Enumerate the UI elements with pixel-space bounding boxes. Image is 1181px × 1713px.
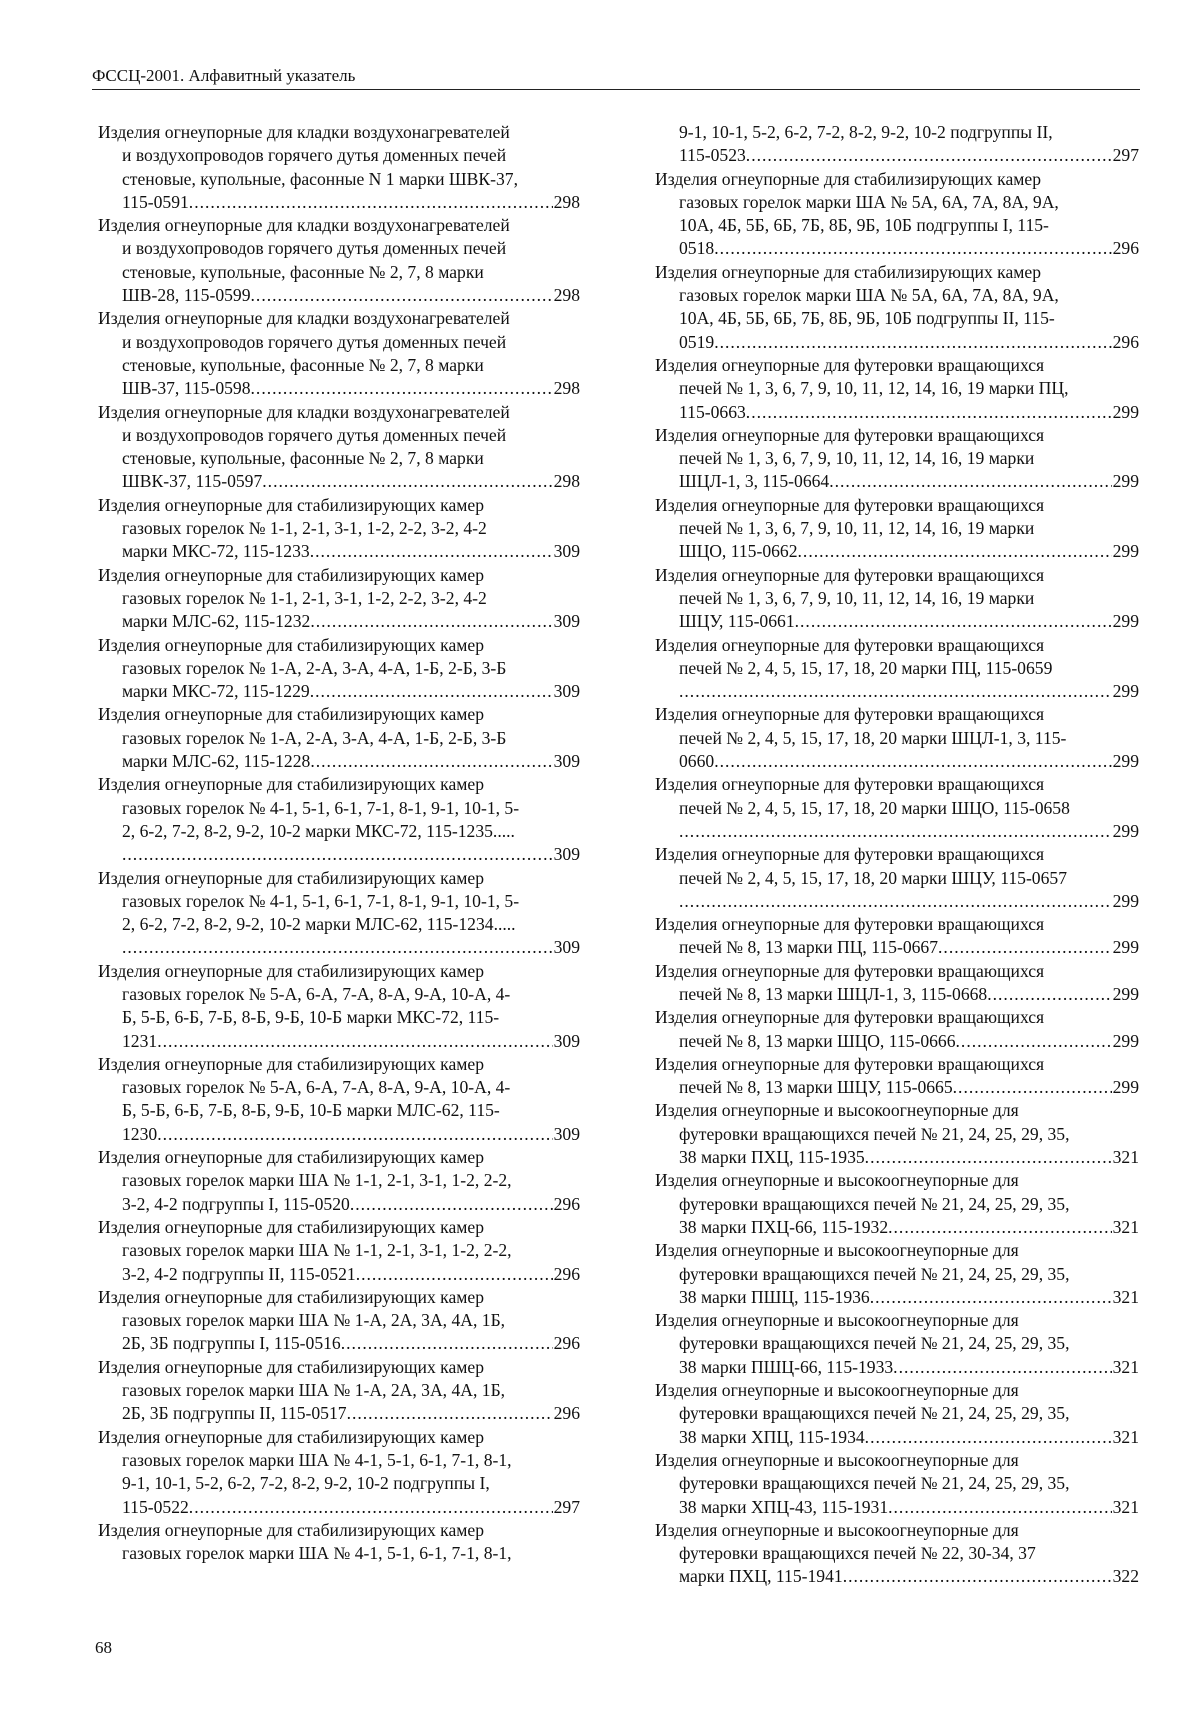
index-entry	[655, 634, 1139, 704]
entry-text: Изделия огнеупорные для футеровки вращающихся	[655, 634, 1045, 655]
entry-page-number: 299	[1112, 611, 1139, 632]
entry-text: 115-0522	[122, 1496, 189, 1517]
entry-text: Изделия огнеупорные для стабилизирующих камер	[655, 261, 1041, 282]
entry-page-number: 321	[1112, 1496, 1139, 1517]
entry-text: Изделия огнеупорные и высокоогнеупорные для	[655, 1380, 1019, 1401]
entry-page-number: 296	[553, 1403, 580, 1424]
index-entry	[655, 773, 1139, 843]
dot-leader	[865, 1426, 1112, 1449]
entry-text: Изделия огнеупорные для стабилизирующих камер	[98, 960, 484, 981]
entry-text: 1230	[122, 1123, 158, 1144]
entry-text: ШВ-28, 115-0599	[122, 285, 251, 306]
index-entry	[655, 564, 1139, 634]
entry-text: футеровки вращающихся печей № 21, 24, 25, 29, 35,	[679, 1473, 1070, 1494]
entry-page-number: 299	[1112, 681, 1139, 702]
index-entry	[98, 564, 580, 634]
entry-text: 38 марки ХПЦ-43, 115-1931	[679, 1496, 889, 1517]
entry-text: газовых горелок № 1-А, 2-А, 3-А, 4-А, 1-Б, 2-Б, 3-Б	[122, 727, 507, 748]
index-entry	[655, 168, 1139, 261]
entry-text: Изделия огнеупорные для стабилизирующих камер	[98, 1216, 484, 1237]
entry-text: ШВК-37, 115-0597	[122, 471, 263, 492]
entry-text: Изделия огнеупорные для кладки воздухонагревателей	[98, 215, 510, 236]
entry-page-number: 296	[553, 1193, 580, 1214]
entry-text: 0519	[679, 331, 715, 352]
entry-page-number: 296	[553, 1263, 580, 1284]
entry-page-number: 298	[553, 378, 580, 399]
dot-leader	[122, 936, 553, 959]
entry-text: 9-1, 10-1, 5-2, 6-2, 7-2, 8-2, 9-2, 10-2 подгруппы I,	[122, 1473, 490, 1494]
entry-text: газовых горелок марки ША № 4-1, 5-1, 6-1, 7-1, 8-1,	[122, 1449, 512, 1470]
entry-text: Изделия огнеупорные для стабилизирующих камер	[98, 634, 484, 655]
entry-text: печей № 1, 3, 6, 7, 9, 10, 11, 12, 14, 16, 19 марки	[679, 587, 1035, 608]
entry-text: и воздухопроводов горячего дутья доменных печей	[122, 238, 507, 259]
entry-text: Изделия огнеупорные для футеровки вращающихся	[655, 564, 1045, 585]
entry-page-number: 309	[553, 937, 580, 958]
entry-text: Изделия огнеупорные для стабилизирующих камер	[98, 564, 484, 585]
index-column-right	[655, 121, 1139, 1589]
entry-text: Изделия огнеупорные для стабилизирующих камер	[98, 1356, 484, 1377]
dot-leader	[893, 1356, 1111, 1379]
entry-text: марки МЛС-62, 115-1232	[122, 611, 311, 632]
entry-text: 38 марки ПШЦ, 115-1936	[679, 1286, 870, 1307]
entry-text: газовых горелок марки ША № 1-1, 2-1, 3-1, 1-2, 2-2,	[122, 1170, 512, 1191]
entry-text: газовых горелок № 4-1, 5-1, 6-1, 7-1, 8-1, 9-1, 10-1, 5-	[122, 797, 520, 818]
entry-page-number: 322	[1112, 1566, 1139, 1587]
entry-text: Изделия огнеупорные для стабилизирующих камер	[98, 1053, 484, 1074]
entry-text: марки ПХЦ, 115-1941	[679, 1566, 843, 1587]
dot-leader	[870, 1286, 1112, 1309]
index-entry	[98, 773, 580, 866]
dot-leader	[679, 820, 1112, 843]
entry-text: Изделия огнеупорные для стабилизирующих камер	[98, 1147, 484, 1168]
index-entry	[655, 1053, 1139, 1100]
entry-text: газовых горелок № 5-А, 6-А, 7-А, 8-А, 9-А, 10-А, 4-	[122, 1077, 511, 1098]
entry-page-number: 298	[553, 191, 580, 212]
index-entry	[655, 424, 1139, 494]
entry-page-number: 296	[1112, 331, 1139, 352]
dot-leader	[679, 890, 1112, 913]
entry-text: Изделия огнеупорные и высокоогнеупорные для	[655, 1310, 1019, 1331]
entry-text: газовых горелок марки ША № 1-А, 2А, 3А, 4А, 1Б,	[122, 1380, 506, 1401]
entry-text: футеровки вращающихся печей № 21, 24, 25, 29, 35,	[679, 1263, 1070, 1284]
entry-page-number: 309	[553, 1123, 580, 1144]
entry-text: марки МКС-72, 115-1233	[122, 541, 310, 562]
entry-text: футеровки вращающихся печей № 22, 30-34, 37	[679, 1543, 1036, 1564]
entry-text: 3-2, 4-2 подгруппы I, 115-0520	[122, 1193, 350, 1214]
entry-page-number: 299	[1112, 541, 1139, 562]
dot-leader	[157, 1123, 552, 1146]
dot-leader	[189, 191, 553, 214]
entry-text: Изделия огнеупорные для футеровки вращающихся	[655, 424, 1045, 445]
index-entry	[98, 307, 580, 400]
entry-text: Б, 5-Б, 6-Б, 7-Б, 8-Б, 9-Б, 10-Б марки МКС-72, 115-	[122, 1007, 500, 1028]
dot-leader	[341, 1332, 553, 1355]
entry-text: 3-2, 4-2 подгруппы II, 115-0521	[122, 1263, 356, 1284]
entry-text: Изделия огнеупорные и высокоогнеупорные для	[655, 1100, 1019, 1121]
entry-page-number: 299	[1112, 751, 1139, 772]
entry-text: марки МКС-72, 115-1229	[122, 681, 310, 702]
dot-leader	[865, 1146, 1112, 1169]
entry-text: газовых горелок марки ША № 1-А, 2А, 3А, 4А, 1Б,	[122, 1310, 506, 1331]
dot-leader	[310, 540, 553, 563]
entry-text: Изделия огнеупорные для футеровки вращающихся	[655, 774, 1045, 795]
dot-leader	[795, 610, 1112, 633]
entry-page-number: 321	[1112, 1356, 1139, 1377]
entry-page-number: 321	[1112, 1147, 1139, 1168]
entry-text: Изделия огнеупорные для футеровки вращающихся	[655, 844, 1045, 865]
entry-text: и воздухопроводов горячего дутья доменных печей	[122, 424, 507, 445]
entry-text: 9-1, 10-1, 5-2, 6-2, 7-2, 8-2, 9-2, 10-2 подгруппы II,	[679, 122, 1053, 142]
entry-page-number: 299	[1112, 937, 1139, 958]
index-entry	[98, 494, 580, 564]
index-entry	[655, 261, 1139, 354]
dot-leader	[956, 1030, 1112, 1053]
entry-page-number: 309	[553, 681, 580, 702]
dot-leader	[714, 331, 1111, 354]
entry-text: Изделия огнеупорные для стабилизирующих камер	[655, 168, 1041, 189]
entry-text: Изделия огнеупорные и высокоогнеупорные для	[655, 1519, 1019, 1540]
entry-text: печей № 8, 13 марки ШЦЛ-1, 3, 115-0668	[679, 983, 988, 1004]
index-entry	[655, 1449, 1139, 1519]
index-entry	[98, 960, 580, 1053]
entry-text: Изделия огнеупорные для кладки воздухонагревателей	[98, 122, 510, 142]
entry-page-number: 299	[1112, 1030, 1139, 1051]
index-entry	[98, 401, 580, 494]
dot-leader	[251, 377, 553, 400]
entry-text: газовых горелок марки ША № 5А, 6А, 7А, 8А, 9А,	[679, 191, 1059, 212]
dot-leader	[888, 1496, 1111, 1519]
entry-text: Изделия огнеупорные для стабилизирующих камер	[98, 1426, 484, 1447]
entry-text: печей № 2, 4, 5, 15, 17, 18, 20 марки ШЦУ, 115-0657	[679, 867, 1067, 888]
entry-text: 2, 6-2, 7-2, 8-2, 9-2, 10-2 марки МЛС-62, 115-1234.....	[122, 914, 516, 935]
index-entry	[655, 1309, 1139, 1379]
dot-leader	[746, 401, 1112, 424]
entry-text: Б, 5-Б, 6-Б, 7-Б, 8-Б, 9-Б, 10-Б марки МЛС-62, 115-	[122, 1100, 500, 1121]
index-entry	[98, 1216, 580, 1286]
entry-text: ШВ-37, 115-0598	[122, 378, 251, 399]
dot-leader	[987, 983, 1111, 1006]
entry-text: 2Б, 3Б подгруппы II, 115-0517	[122, 1403, 347, 1424]
entry-text: печей № 2, 4, 5, 15, 17, 18, 20 марки ПЦ, 115-0659	[679, 657, 1053, 678]
dot-leader	[157, 1030, 552, 1053]
index-entry	[655, 703, 1139, 773]
entry-page-number: 296	[553, 1333, 580, 1354]
entry-text: печей № 8, 13 марки ШЦО, 115-0666	[679, 1030, 956, 1051]
entry-text: Изделия огнеупорные и высокоогнеупорные для	[655, 1170, 1019, 1191]
entry-page-number: 296	[1112, 238, 1139, 259]
entry-page-number: 299	[1112, 401, 1139, 422]
entry-text: футеровки вращающихся печей № 21, 24, 25, 29, 35,	[679, 1403, 1070, 1424]
entry-text: Изделия огнеупорные для стабилизирующих камер	[98, 704, 484, 725]
dot-leader	[938, 936, 1112, 959]
index-entry	[655, 1239, 1139, 1309]
entry-text: печей № 2, 4, 5, 15, 17, 18, 20 марки ШЦЛ-1, 3, 115-	[679, 727, 1067, 748]
index-entry	[655, 494, 1139, 564]
entry-page-number: 309	[553, 844, 580, 865]
entry-text: стеновые, купольные, фасонные № 2, 7, 8 марки	[122, 354, 484, 375]
entry-text: 0518	[679, 238, 715, 259]
dot-leader	[189, 1496, 553, 1519]
entry-text: Изделия огнеупорные для футеровки вращающихся	[655, 960, 1045, 981]
entry-page-number: 298	[553, 285, 580, 306]
entry-text: газовых горелок № 1-1, 2-1, 3-1, 1-2, 2-2, 3-2, 4-2	[122, 518, 487, 539]
entry-text: Изделия огнеупорные для футеровки вращающихся	[655, 704, 1045, 725]
index-entry	[655, 960, 1139, 1007]
entry-page-number: 299	[1112, 471, 1139, 492]
entry-text: печей № 1, 3, 6, 7, 9, 10, 11, 12, 14, 16, 19 марки ПЦ,	[679, 378, 1069, 399]
entry-page-number: 299	[1112, 890, 1139, 911]
index-entry	[655, 843, 1139, 913]
entry-text: Изделия огнеупорные для футеровки вращающихся	[655, 494, 1045, 515]
index-entry	[655, 1099, 1139, 1169]
dot-leader	[829, 470, 1111, 493]
entry-text: Изделия огнеупорные для футеровки вращающихся	[655, 1053, 1045, 1074]
entry-text: газовых горелок № 1-1, 2-1, 3-1, 1-2, 2-2, 3-2, 4-2	[122, 587, 487, 608]
entry-page-number: 321	[1112, 1286, 1139, 1307]
entry-text: 115-0663	[679, 401, 746, 422]
index-entry	[655, 354, 1139, 424]
entry-text: Изделия огнеупорные для стабилизирующих камер	[98, 494, 484, 515]
entry-text: футеровки вращающихся печей № 21, 24, 25, 29, 35,	[679, 1333, 1070, 1354]
dot-leader	[251, 284, 553, 307]
entry-text: футеровки вращающихся печей № 21, 24, 25, 29, 35,	[679, 1123, 1070, 1144]
dot-leader	[714, 237, 1111, 260]
entry-text: газовых горелок марки ША № 1-1, 2-1, 3-1, 1-2, 2-2,	[122, 1240, 512, 1261]
index-entry	[98, 634, 580, 704]
entry-text: Изделия огнеупорные для футеровки вращающихся	[655, 914, 1045, 935]
entry-page-number: 297	[553, 1496, 580, 1517]
entry-text: стеновые, купольные, фасонные N 1 марки ШВК-37,	[122, 168, 518, 189]
dot-leader	[888, 1216, 1111, 1239]
dot-leader	[347, 1402, 553, 1425]
dot-leader	[310, 610, 552, 633]
entry-page-number: 309	[553, 751, 580, 772]
entry-text: печей № 1, 3, 6, 7, 9, 10, 11, 12, 14, 16, 19 марки	[679, 448, 1035, 469]
index-entry	[98, 121, 580, 214]
index-entry	[655, 1006, 1139, 1053]
entry-text: 1231	[122, 1030, 158, 1051]
entry-text: газовых горелок № 4-1, 5-1, 6-1, 7-1, 8-1, 9-1, 10-1, 5-	[122, 890, 520, 911]
entry-text: печей № 8, 13 марки ШЦУ, 115-0665	[679, 1077, 953, 1098]
index-entry	[98, 1519, 580, 1566]
entry-text: 115-0591	[122, 191, 189, 212]
entry-page-number: 309	[553, 611, 580, 632]
entry-text: 2Б, 3Б подгруппы I, 115-0516	[122, 1333, 341, 1354]
index-entry	[98, 214, 580, 307]
index-entry	[655, 1169, 1139, 1239]
entry-text: газовых горелок марки ША № 4-1, 5-1, 6-1, 7-1, 8-1,	[122, 1543, 512, 1564]
dot-leader	[356, 1263, 553, 1286]
entry-text: 10А, 4Б, 5Б, 6Б, 7Б, 8Б, 9Б, 10Б подгруппы II, 115-	[679, 308, 1055, 329]
entry-text: газовых горелок марки ША № 5А, 6А, 7А, 8А, 9А,	[679, 285, 1059, 306]
dot-leader	[679, 680, 1112, 703]
entry-page-number: 298	[553, 471, 580, 492]
entry-text: печей № 2, 4, 5, 15, 17, 18, 20 марки ШЦО, 115-0658	[679, 797, 1070, 818]
entry-text: 38 марки ПХЦ, 115-1935	[679, 1147, 865, 1168]
entry-text: футеровки вращающихся печей № 21, 24, 25, 29, 35,	[679, 1193, 1070, 1214]
header-title: ФССЦ-2001. Алфавитный указатель	[92, 66, 356, 85]
entry-text: Изделия огнеупорные для футеровки вращающихся	[655, 354, 1045, 375]
index-entry	[655, 121, 1139, 168]
entry-text: Изделия огнеупорные для кладки воздухонагревателей	[98, 308, 510, 329]
index-entry	[98, 703, 580, 773]
entry-page-number: 299	[1112, 820, 1139, 841]
dot-leader	[122, 843, 553, 866]
page-header	[92, 66, 1140, 90]
entry-page-number: 321	[1112, 1426, 1139, 1447]
entry-text: Изделия огнеупорные и высокоогнеупорные для	[655, 1240, 1019, 1261]
entry-text: и воздухопроводов горячего дутья доменных печей	[122, 331, 507, 352]
index-entry	[98, 1146, 580, 1216]
entry-text: ШЦЛ-1, 3, 115-0664	[679, 471, 830, 492]
index-entry	[98, 1426, 580, 1519]
entry-text: Изделия огнеупорные для стабилизирующих камер	[98, 1519, 484, 1540]
entry-page-number: 297	[1112, 145, 1139, 166]
entry-text: и воздухопроводов горячего дутья доменных печей	[122, 145, 507, 166]
entry-text: газовых горелок № 1-А, 2-А, 3-А, 4-А, 1-Б, 2-Б, 3-Б	[122, 657, 507, 678]
entry-text: печей № 1, 3, 6, 7, 9, 10, 11, 12, 14, 16, 19 марки	[679, 518, 1035, 539]
dot-leader	[746, 144, 1112, 167]
entry-text: газовых горелок № 5-А, 6-А, 7-А, 8-А, 9-А, 10-А, 4-	[122, 983, 511, 1004]
entry-text: 0660	[679, 751, 715, 772]
entry-page-number: 299	[1112, 1077, 1139, 1098]
entry-text: стеновые, купольные, фасонные № 2, 7, 8 марки	[122, 448, 484, 469]
index-entry	[98, 867, 580, 960]
entry-text: Изделия огнеупорные и высокоогнеупорные для	[655, 1449, 1019, 1470]
entry-text: Изделия огнеупорные для стабилизирующих камер	[98, 774, 484, 795]
entry-text: 38 марки ПХЦ-66, 115-1932	[679, 1216, 889, 1237]
dot-leader	[350, 1193, 553, 1216]
entry-text: 115-0523	[679, 145, 746, 166]
entry-page-number: 299	[1112, 983, 1139, 1004]
dot-leader	[310, 680, 553, 703]
dot-leader	[262, 470, 552, 493]
entry-text: 38 марки ХПЦ, 115-1934	[679, 1426, 865, 1447]
index-entry	[98, 1053, 580, 1146]
entry-text: 38 марки ПШЦ-66, 115-1933	[679, 1356, 894, 1377]
entry-text: Изделия огнеупорные для кладки воздухонагревателей	[98, 401, 510, 422]
dot-leader	[798, 540, 1112, 563]
entry-page-number: 321	[1112, 1216, 1139, 1237]
dot-leader	[953, 1076, 1112, 1099]
index-column-left	[98, 121, 580, 1565]
entry-text: стеновые, купольные, фасонные № 2, 7, 8 марки	[122, 261, 484, 282]
page-number: 68	[95, 1638, 112, 1657]
index-entry	[655, 1519, 1139, 1589]
entry-text: Изделия огнеупорные для стабилизирующих камер	[98, 1286, 484, 1307]
dot-leader	[714, 750, 1111, 773]
dot-leader	[843, 1565, 1112, 1588]
index-entry	[655, 913, 1139, 960]
entry-text: 10А, 4Б, 5Б, 6Б, 7Б, 8Б, 9Б, 10Б подгруппы I, 115-	[679, 215, 1049, 236]
index-entry	[655, 1379, 1139, 1449]
entry-text: печей № 8, 13 марки ПЦ, 115-0667	[679, 937, 939, 958]
entry-page-number: 309	[553, 541, 580, 562]
entry-text: Изделия огнеупорные для футеровки вращающихся	[655, 1007, 1045, 1028]
entry-text: марки МЛС-62, 115-1228	[122, 751, 311, 772]
entry-text: ШЦО, 115-0662	[679, 541, 798, 562]
entry-text: Изделия огнеупорные для стабилизирующих камер	[98, 867, 484, 888]
dot-leader	[310, 750, 552, 773]
index-entry	[98, 1286, 580, 1356]
entry-text: ШЦУ, 115-0661	[679, 611, 795, 632]
index-entry	[98, 1356, 580, 1426]
entry-text: 2, 6-2, 7-2, 8-2, 9-2, 10-2 марки МКС-72, 115-1235.....	[122, 820, 515, 841]
entry-page-number: 309	[553, 1030, 580, 1051]
